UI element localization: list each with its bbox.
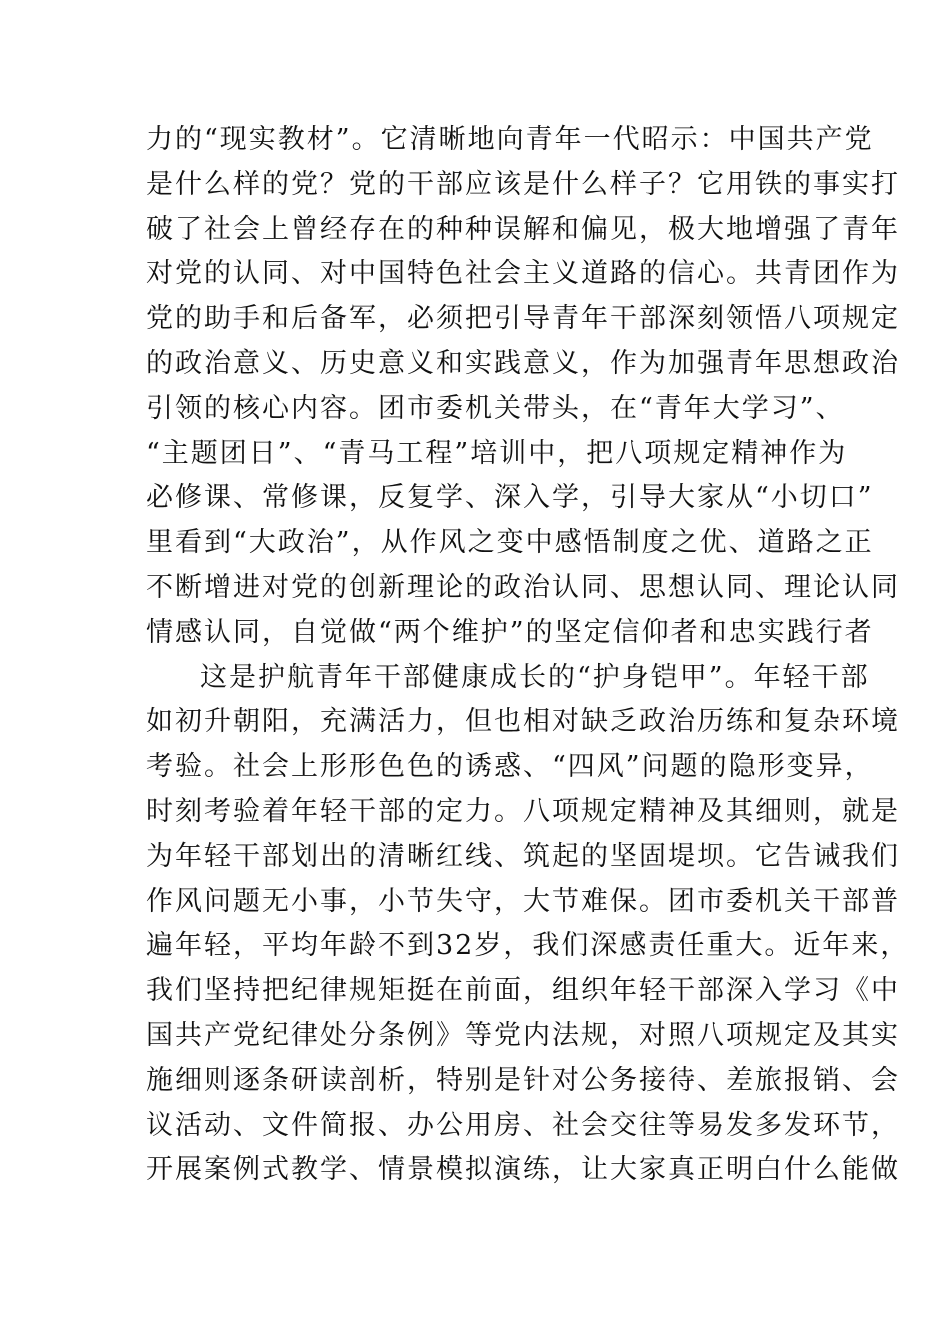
text-line: 我们坚持把纪律规矩挺在前面，组织年轻干部深入学习《中: [146, 975, 900, 1007]
text-line: 国共产党纪律处分条例》等党内法规，对照八项规定及其实: [146, 1019, 900, 1051]
text-line: 施细则逐条研读剖析，特别是针对公务接待、差旅报销、会: [146, 1064, 900, 1096]
paragraph-start-line: 这是护航青年干部健康成长的“护身铠甲”。年轻干部: [200, 661, 870, 693]
text-line: 是什么样的党？党的干部应该是什么样子？它用铁的事实打: [146, 168, 900, 200]
text-line: 为年轻干部划出的清晰红线、筑起的坚固堤坝。它告诫我们: [146, 840, 900, 872]
text-line: 引领的核心内容。团市委机关带头，在“青年大学习”、: [146, 392, 845, 424]
text-line: 考验。社会上形形色色的诱惑、“四风”问题的隐形变异，: [146, 751, 874, 783]
text-line: 的政治意义、历史意义和实践意义，作为加强青年思想政治: [146, 347, 900, 379]
text-line: 不断增进对党的创新理论的政治认同、思想认同、理论认同: [146, 571, 900, 603]
body-text: [146, 118, 910, 1193]
text-line: 议活动、文件简报、办公用房、社会交往等易发多发环节，: [146, 1109, 900, 1141]
text-line: 力的“现实教材”。它清晰地向青年一代昭示：中国共产党: [146, 124, 874, 155]
text-line: 里看到“大政治”，从作风之变中感悟制度之优、道路之正: [146, 527, 874, 559]
text-line: 党的助手和后备军，必须把引导青年干部深刻领悟八项规定: [146, 303, 900, 335]
text-line: 破了社会上曾经存在的种种误解和偏见，极大地增强了青年: [146, 213, 900, 245]
text-line: 开展案例式教学、情景模拟演练，让大家真正明白什么能做: [146, 1154, 900, 1186]
text-line: 时刻考验着年轻干部的定力。八项规定精神及其细则，就是: [146, 795, 900, 827]
text-line: 遍年轻，平均年龄不到32岁，我们深感责任重大。近年来，: [146, 930, 910, 962]
text-line: 必修课、常修课，反复学、深入学，引导大家从“小切口”: [146, 482, 874, 514]
text-line: 情感认同，自觉做“两个维护”的坚定信仰者和忠实践行者: [146, 616, 874, 648]
text-line: 作风问题无小事，小节失守，大节难保。团市委机关干部普: [146, 885, 900, 917]
text-line: 对党的认同、对中国特色社会主义道路的信心。共青团作为: [146, 258, 900, 290]
text-line: 如初升朝阳，充满活力，但也相对缺乏政治历练和复杂环境: [146, 706, 900, 738]
text-line: “主题团日”、“青马工程”培训中，把八项规定精神作为: [146, 437, 848, 469]
